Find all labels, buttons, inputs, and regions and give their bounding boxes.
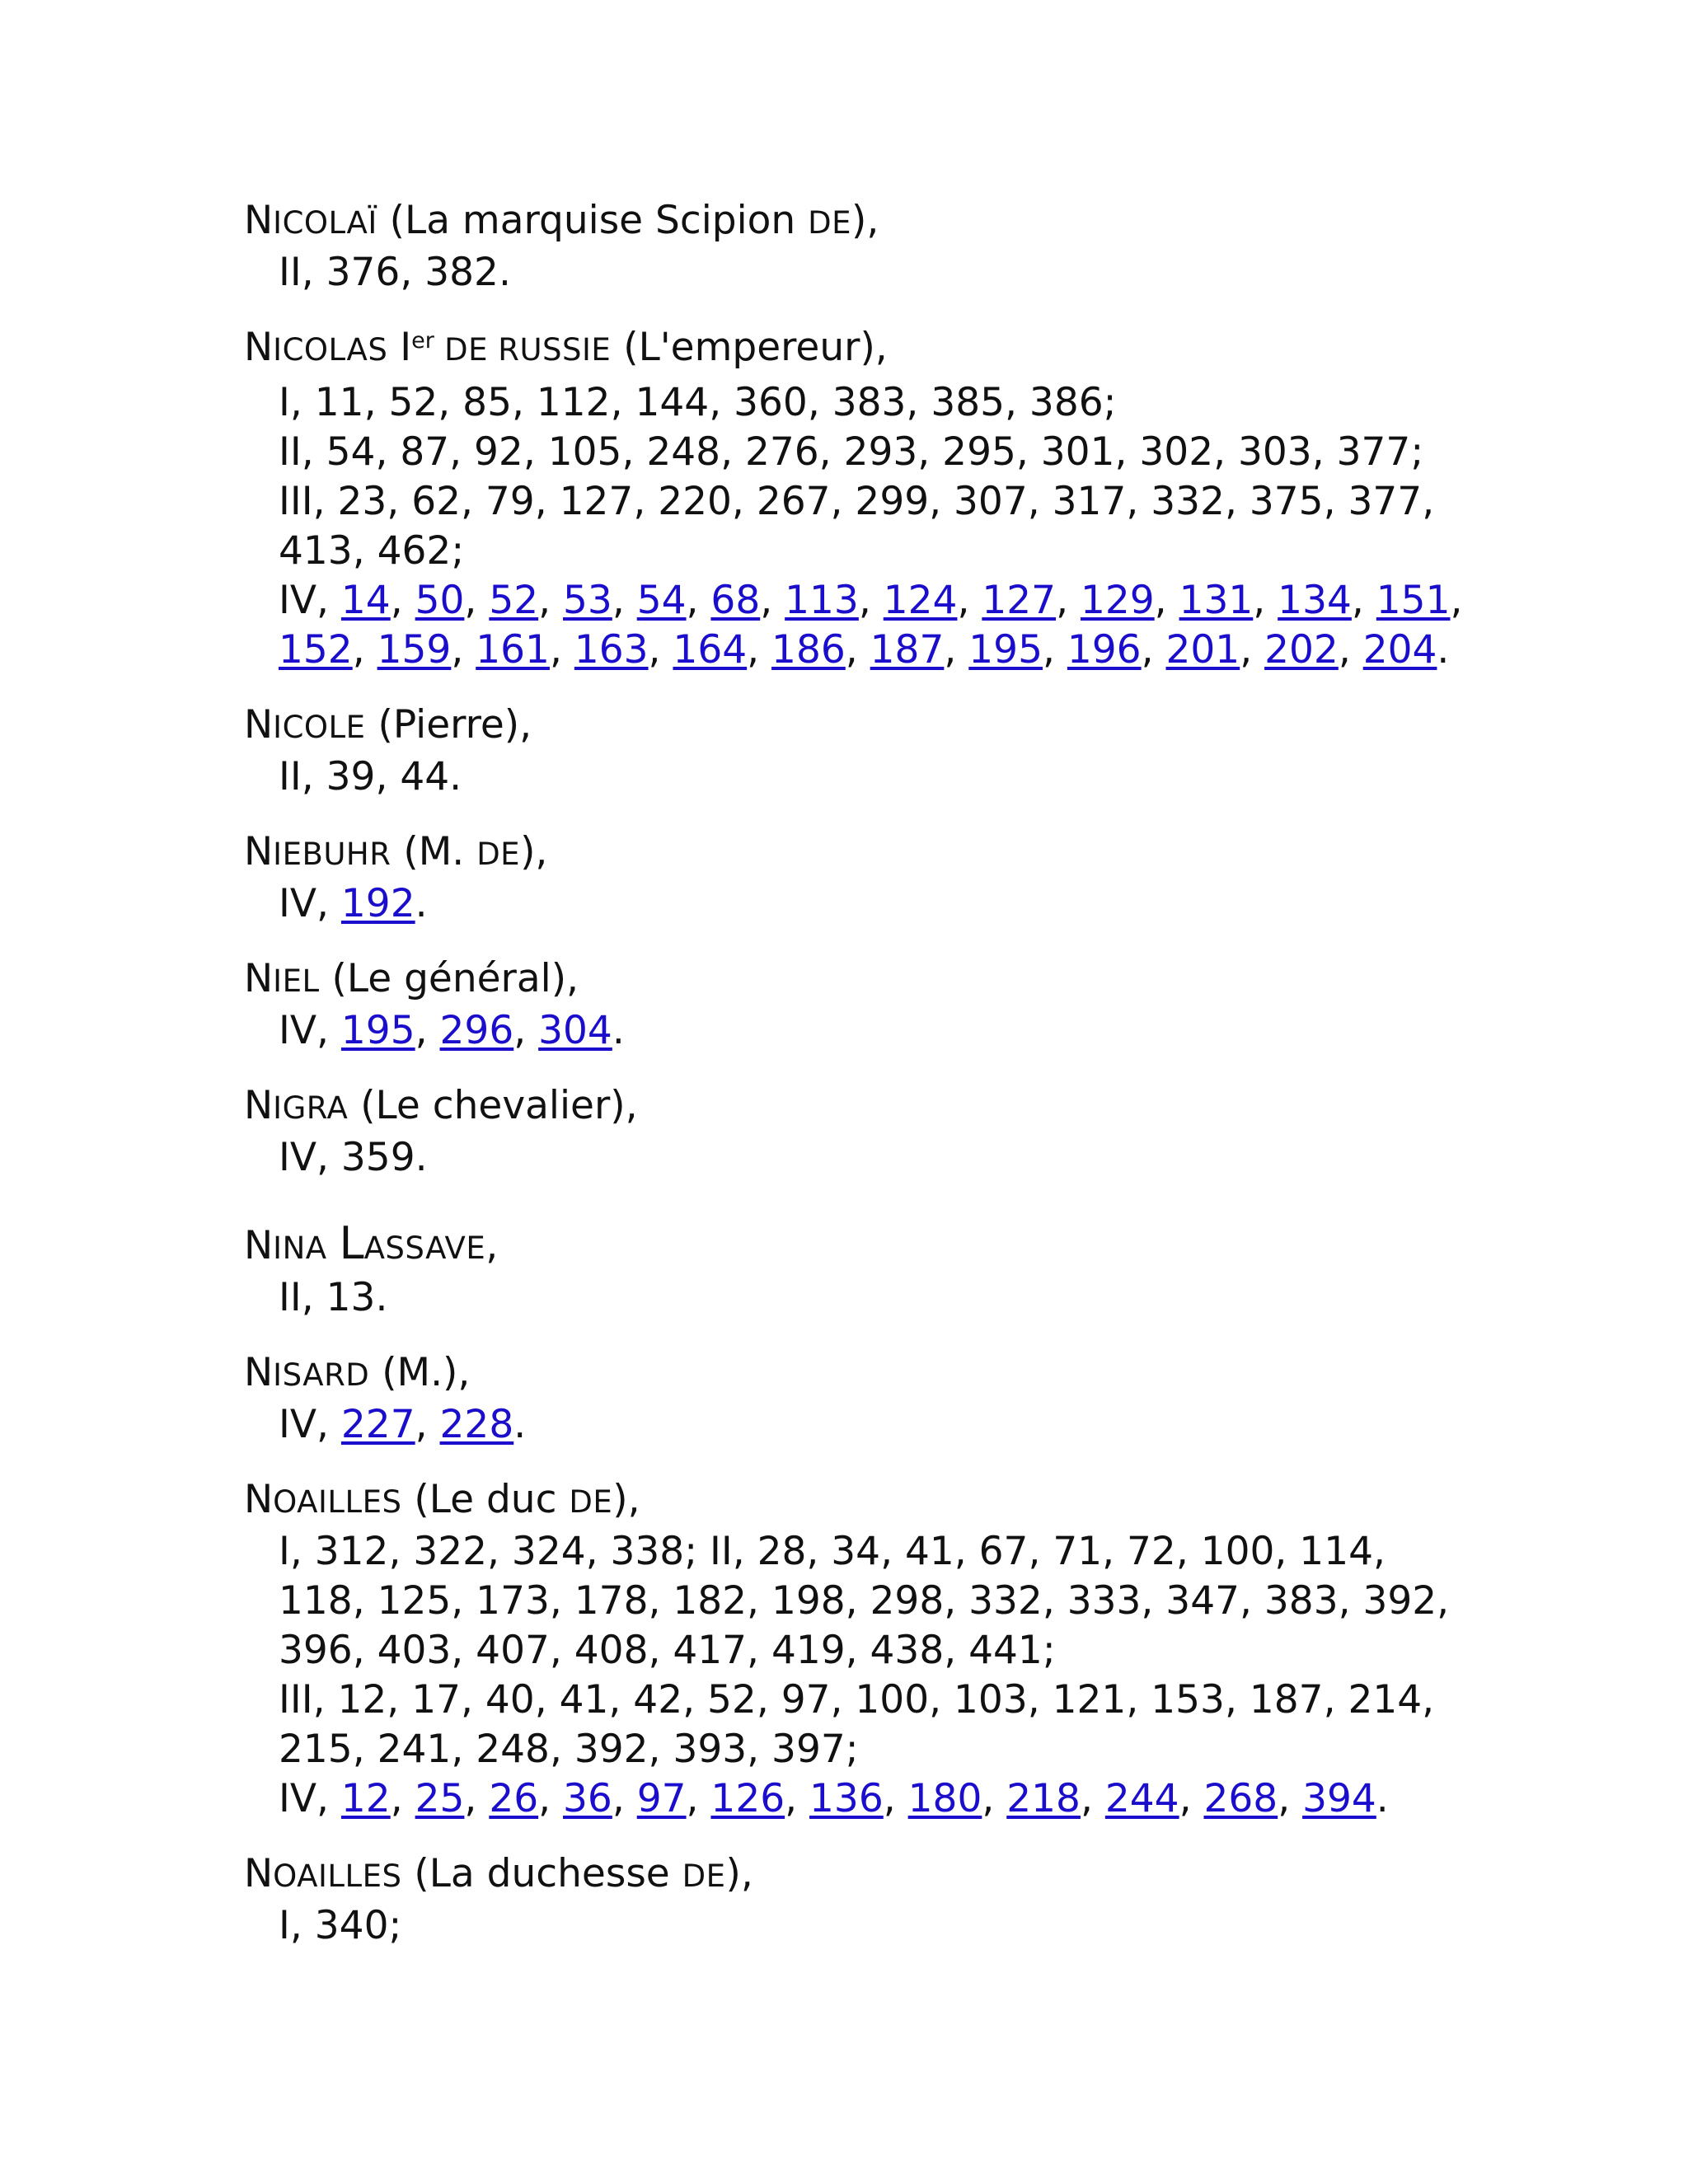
entry-heading <box>244 1219 1480 1273</box>
page-link[interactable]: 26 <box>489 1776 539 1821</box>
heading-text: , <box>485 1223 499 1268</box>
heading-text: ), <box>612 1477 640 1522</box>
page-number: 248 <box>646 429 721 475</box>
volume-number: IV <box>279 881 317 926</box>
page-link[interactable]: 36 <box>563 1776 612 1821</box>
heading-text: N <box>244 956 274 1001</box>
page-number: 215 <box>279 1727 353 1772</box>
page-link[interactable]: 218 <box>1006 1776 1081 1821</box>
page-number: 52 <box>388 380 438 425</box>
index-page <box>244 196 1480 1976</box>
page-number: 397 <box>771 1727 846 1772</box>
page-reference-line: IV, 195, 296, 304. <box>279 1008 625 1053</box>
page-number: 302 <box>1139 429 1214 475</box>
heading-text: OAILLES <box>273 1484 402 1520</box>
page-number: 377 <box>1336 429 1411 475</box>
page-link[interactable]: 126 <box>710 1776 785 1821</box>
heading-text: OAILLES <box>273 1858 402 1894</box>
entry-heading <box>244 323 1480 378</box>
heading-text: (La duchesse <box>401 1851 682 1896</box>
page-link[interactable]: 202 <box>1264 627 1339 673</box>
page-number: 376 <box>326 250 401 295</box>
page-reference-line: 118, 125, 173, 178, 182, 198, 298, 332, 333, 347, 383, 392, <box>279 1578 1450 1624</box>
page-link[interactable]: 124 <box>883 578 958 623</box>
heading-text: N <box>244 1223 274 1268</box>
page-reference-line: II, 39, 44. <box>279 754 462 799</box>
page-reference-line: I, 312, 322, 324, 338; II, 28, 34, 41, 67, 71, 72, 100, 114, <box>279 1529 1386 1574</box>
heading-text: INA <box>273 1230 327 1266</box>
entry-heading <box>244 827 1480 879</box>
page-link[interactable]: 53 <box>563 578 612 623</box>
page-number: 220 <box>658 479 732 524</box>
page-number: 377 <box>1348 479 1423 524</box>
heading-text: ICOLAS <box>273 332 388 368</box>
page-number: 52 <box>707 1677 757 1722</box>
page-link[interactable]: 186 <box>771 627 846 673</box>
page-number: 392 <box>574 1727 649 1772</box>
page-number: 332 <box>1151 479 1225 524</box>
volume-number: II <box>279 250 302 295</box>
volume-number: II <box>279 429 302 475</box>
page-link[interactable]: 195 <box>340 1008 415 1053</box>
page-number: 413 <box>279 528 353 574</box>
heading-text: IEBUHR <box>273 837 392 872</box>
page-number: 44 <box>400 754 450 799</box>
page-number: 40 <box>485 1677 535 1722</box>
page-link[interactable]: 180 <box>907 1776 982 1821</box>
entry-heading <box>244 1348 1480 1400</box>
heading-text: (La marquise Scipion <box>377 198 809 243</box>
page-number: 39 <box>326 754 376 799</box>
page-number: 340 <box>314 1903 389 1948</box>
page-number: 393 <box>673 1727 748 1772</box>
heading-text <box>327 1223 340 1268</box>
entry-heading <box>244 1475 1480 1527</box>
heading-text: DE <box>569 1484 613 1520</box>
page-link[interactable]: 68 <box>710 578 761 623</box>
page-number: 382 <box>424 250 499 295</box>
page-link[interactable]: 131 <box>1179 578 1254 623</box>
page-number: 293 <box>843 429 918 475</box>
page-number: 375 <box>1249 479 1324 524</box>
page-number: 41 <box>559 1677 609 1722</box>
index-entry <box>244 954 1480 1056</box>
page-link[interactable]: 163 <box>574 627 649 673</box>
page-link[interactable]: 196 <box>1067 627 1142 673</box>
heading-text: N <box>244 1350 274 1395</box>
page-number: 85 <box>462 380 512 425</box>
page-link[interactable]: 129 <box>1080 578 1155 623</box>
page-link[interactable]: 394 <box>1302 1776 1376 1821</box>
heading-text: (M. <box>391 829 477 874</box>
heading-text: IGRA <box>273 1090 349 1126</box>
page-link[interactable]: 164 <box>673 627 748 673</box>
heading-text: DE <box>682 1858 726 1894</box>
page-number: 359 <box>340 1135 415 1180</box>
page-number: 248 <box>476 1727 550 1772</box>
heading-text: ICOLAÏ <box>273 205 377 241</box>
page-reference-line: 396, 403, 407, 408, 417, 419, 438, 441; <box>279 1628 1056 1673</box>
page-reference-line: IV, 359. <box>279 1135 428 1180</box>
page-number: 295 <box>942 429 1016 475</box>
heading-text: DE RUSSIE <box>434 332 612 368</box>
entry-heading <box>244 954 1480 1006</box>
page-reference-line: II, 376, 382. <box>279 250 511 295</box>
page-number: 153 <box>1151 1677 1225 1722</box>
page-link[interactable]: 25 <box>415 1776 465 1821</box>
volume-number: IV <box>279 1135 317 1180</box>
heading-text: ), <box>725 1851 753 1896</box>
page-reference-line: 413, 462; <box>279 528 465 574</box>
heading-text: (Le chevalier), <box>348 1083 638 1128</box>
volume-number: II <box>279 754 302 799</box>
page-number: 267 <box>756 479 831 524</box>
page-number: 62 <box>411 479 461 524</box>
page-link[interactable]: 151 <box>1376 578 1451 623</box>
page-number: 386 <box>1029 380 1104 425</box>
page-number: 307 <box>954 479 1028 524</box>
page-link[interactable]: 136 <box>809 1776 884 1821</box>
page-link[interactable]: 134 <box>1278 578 1352 623</box>
index-entry <box>244 701 1480 802</box>
page-number: 299 <box>855 479 930 524</box>
volume-number: I <box>279 1903 290 1948</box>
page-reference-line: 215, 241, 248, 392, 393, 397; <box>279 1727 859 1772</box>
entry-heading <box>244 701 1480 752</box>
page-number: 13 <box>326 1275 376 1320</box>
page-link[interactable]: 152 <box>279 627 353 673</box>
page-number: 87 <box>400 429 450 475</box>
volume-number: III <box>279 1677 313 1722</box>
page-link[interactable]: 192 <box>340 881 415 926</box>
page-number: 303 <box>1238 429 1312 475</box>
page-reference-line: I, 340; <box>279 1903 402 1948</box>
page-link[interactable]: 187 <box>870 627 945 673</box>
page-reference-line: I, 11, 52, 85, 112, 144, 360, 383, 385, 386; <box>279 380 1117 425</box>
heading-text: N <box>244 198 274 243</box>
page-number: 12 <box>337 1677 387 1722</box>
page-link[interactable]: 244 <box>1104 1776 1179 1821</box>
page-number: 187 <box>1249 1677 1324 1722</box>
page-number: 79 <box>485 479 535 524</box>
heading-text: (Le duc <box>401 1477 570 1522</box>
index-entry <box>244 323 1480 675</box>
page-number: 462 <box>377 528 452 574</box>
heading-text: IEL <box>273 963 320 999</box>
page-link[interactable]: 12 <box>340 1776 391 1821</box>
page-number: 54 <box>326 429 376 475</box>
page-reference-line: IV, 192. <box>279 881 428 926</box>
volume-number: III <box>279 479 313 524</box>
page-number: 23 <box>337 479 387 524</box>
page-link[interactable]: 227 <box>340 1402 415 1447</box>
page-reference-line: IV, 227, 228. <box>279 1402 527 1447</box>
heading-text: N <box>244 1083 274 1128</box>
page-link[interactable]: 161 <box>476 627 550 673</box>
heading-text: N <box>244 1477 274 1522</box>
heading-text: ICOLE <box>273 710 366 745</box>
page-link[interactable]: 159 <box>377 627 452 673</box>
page-number: 301 <box>1040 429 1115 475</box>
page-number: 105 <box>547 429 622 475</box>
page-link[interactable]: 14 <box>340 578 391 623</box>
index-entry <box>244 1849 1480 1951</box>
page-number: 103 <box>954 1677 1028 1722</box>
page-reference-line: II, 13. <box>279 1275 388 1320</box>
page-number: 214 <box>1348 1677 1423 1722</box>
volume-number: II <box>279 1275 302 1320</box>
heading-text: N <box>244 702 274 748</box>
page-number: 92 <box>474 429 523 475</box>
heading-text: er <box>411 328 434 354</box>
heading-text: I <box>387 325 412 370</box>
index-entry <box>244 196 1480 298</box>
heading-text: ISARD <box>273 1357 370 1393</box>
page-reference-line: III, 12, 17, 40, 41, 42, 52, 97, 100, 103, 121, 153, 187, 214, <box>279 1677 1435 1722</box>
page-number: 127 <box>559 479 634 524</box>
page-link[interactable]: 127 <box>982 578 1057 623</box>
heading-text: ), <box>851 198 879 243</box>
heading-text: ), <box>520 829 548 874</box>
index-entry <box>244 1475 1480 1824</box>
page-link[interactable]: 204 <box>1362 627 1437 673</box>
entry-heading <box>244 1849 1480 1901</box>
page-number: 97 <box>781 1677 831 1722</box>
index-entry <box>244 1348 1480 1450</box>
page-reference-line: IV, 14, 50, 52, 53, 54, 68, 113, 124, 127, 129, 131, 134, 151, <box>279 578 1463 623</box>
page-number: 112 <box>536 380 611 425</box>
heading-text: DE <box>476 837 521 872</box>
page-reference-line: II, 54, 87, 92, 105, 248, 276, 293, 295, 301, 302, 303, 377; <box>279 429 1424 475</box>
page-link[interactable]: 304 <box>538 1008 612 1053</box>
page-number: 383 <box>832 380 907 425</box>
page-link[interactable]: 195 <box>968 627 1043 673</box>
heading-text: (Le général), <box>319 956 579 1001</box>
page-reference-line: IV, 12, 25, 26, 36, 97, 126, 136, 180, 218, 244, 268, 394. <box>279 1776 1389 1821</box>
heading-text: ASSAVE <box>363 1230 486 1266</box>
page-number: 17 <box>411 1677 461 1722</box>
page-link[interactable]: 113 <box>785 578 859 623</box>
page-number: 241 <box>377 1727 452 1772</box>
index-entry <box>244 827 1480 929</box>
heading-text: DE <box>808 205 852 241</box>
index-entry <box>244 1081 1480 1183</box>
page-link[interactable]: 201 <box>1165 627 1240 673</box>
volume-number: IV <box>279 1776 317 1821</box>
heading-text: N <box>244 325 274 370</box>
heading-text: (L'empereur), <box>611 325 888 370</box>
page-link[interactable]: 50 <box>415 578 465 623</box>
page-number: 121 <box>1052 1677 1127 1722</box>
index-entry <box>244 1219 1480 1323</box>
page-reference-line: III, 23, 62, 79, 127, 220, 267, 299, 307, 317, 332, 375, 377, <box>279 479 1435 524</box>
page-number: 42 <box>633 1677 683 1722</box>
page-link[interactable]: 228 <box>439 1402 514 1447</box>
page-link[interactable]: 52 <box>489 578 539 623</box>
page-number: 100 <box>855 1677 930 1722</box>
page-number: 360 <box>734 380 808 425</box>
volume-number: I <box>279 380 290 425</box>
index-entries <box>244 196 1480 1951</box>
page-number: 144 <box>635 380 710 425</box>
entry-heading <box>244 196 1480 248</box>
heading-text: (Pierre), <box>365 702 532 748</box>
page-number: 317 <box>1052 479 1127 524</box>
page-link[interactable]: 296 <box>439 1008 514 1053</box>
heading-text: N <box>244 829 274 874</box>
entry-heading <box>244 1081 1480 1133</box>
heading-text: L <box>339 1217 364 1269</box>
volume-number: IV <box>279 1008 317 1053</box>
page-link[interactable]: 97 <box>636 1776 687 1821</box>
volume-number: IV <box>279 578 317 623</box>
page-number: 385 <box>931 380 1006 425</box>
page-number: 276 <box>744 429 819 475</box>
page-link[interactable]: 54 <box>636 578 687 623</box>
page-number: 11 <box>314 380 364 425</box>
page-reference-line: 152, 159, 161, 163, 164, 186, 187, 195, 196, 201, 202, 204. <box>279 627 1450 673</box>
heading-text: N <box>244 1851 274 1896</box>
page-link[interactable]: 268 <box>1203 1776 1278 1821</box>
heading-text: (M.), <box>369 1350 471 1395</box>
volume-number: IV <box>279 1402 317 1447</box>
